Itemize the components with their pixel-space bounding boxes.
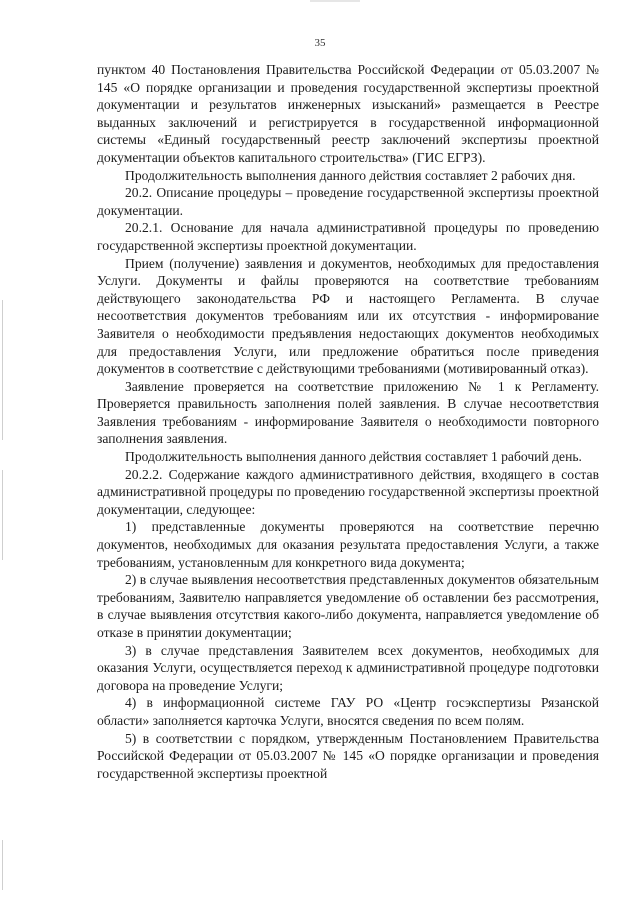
- paragraph: 20.2.1. Основание для начала административной процедуры по проведению государственной экспертизы проектной документации.: [97, 220, 599, 253]
- paragraph: Продолжительность выполнения данного действия составляет 2 рабочих дня.: [125, 167, 576, 183]
- scan-artifact: [310, 0, 360, 2]
- paragraph: 2) в случае выявления несоответствия представленных документов обязательным требованиям, Заявителю направляется уведомление об оставлении без рассмотрения, в случае выявления отсутствия какого-либо документа, направляется уведомление об отказе в принятии документации;: [97, 572, 599, 640]
- paragraph: 5) в соответствии с порядком, утвержденным Постановлением Правительства Российской Федерации от 05.03.2007 № 145 «О порядке организации и проведения государственной экспертизы проектной: [97, 730, 599, 781]
- paragraph: 4) в информационной системе ГАУ РО «Центр госэкспертизы Рязанской области» заполняется карточка Услуги, вносятся сведения по всем полям.: [97, 695, 599, 728]
- paragraph: 1) представленные документы проверяются на соответствие перечню документов, необходимых для оказания результата предоставления Услуги, а также требованиям, установленным для конкретного вида документа;: [97, 519, 599, 570]
- document-body: [97, 61, 599, 782]
- scan-edge-mark: [2, 470, 3, 560]
- paragraph: Заявление проверяется на соответствие приложению № 1 к Регламенту. Проверяется правильность заполнения полей заявления. В случае несоответствия Заявления требованиям - информирование Заявителя о необходимости повторного заполнения заявления.: [97, 378, 599, 447]
- paragraph: 20.2. Описание процедуры – проведение государственной экспертизы проектной документации.: [97, 185, 599, 218]
- page-number: 35: [314, 37, 326, 49]
- paragraph: 3) в случае представления Заявителем всех документов, необходимых для оказания Услуги, осуществляется переход к административной процедуре подготовки договора на проведение Услуги;: [97, 642, 599, 693]
- scan-edge-mark: [2, 300, 3, 440]
- paragraph: Продолжительность выполнения данного действия составляет 1 рабочий день.: [125, 449, 582, 465]
- paragraph: пунктом 40 Постановления Правительства Российской Федерации от 05.03.2007 № 145 «О порядке организации и проведения государственной экспертизы проектной документации и результатов инженерных изысканий» размещается в Реестре выданных заключений и регистрируется в государственной информационной системы «Единый государственный реестр заключений экспертизы проектной документации объектов капитального строительства» (ГИС ЕГРЗ).: [97, 62, 599, 165]
- paragraph: Прием (получение) заявления и документов, необходимых для предоставления Услуги. Документы и файлы проверяются на соответствие требованиям действующего законодательства РФ и настоящего Регламента. В случае несоответствия документов требованиям или их отсутствия - информирование Заявителя о необходимости предъявления недостающих документов необходимых для предоставления Услуги, или предложение обратиться после приведения документов в соответствие с действующими требованиями (мотивированный отказ).: [97, 255, 599, 377]
- scan-edge-mark: [2, 840, 3, 890]
- paragraph: 20.2.2. Содержание каждого административного действия, входящего в состав административной процедуры по проведению государственной экспертизы проектной документации, следующее:: [97, 466, 599, 517]
